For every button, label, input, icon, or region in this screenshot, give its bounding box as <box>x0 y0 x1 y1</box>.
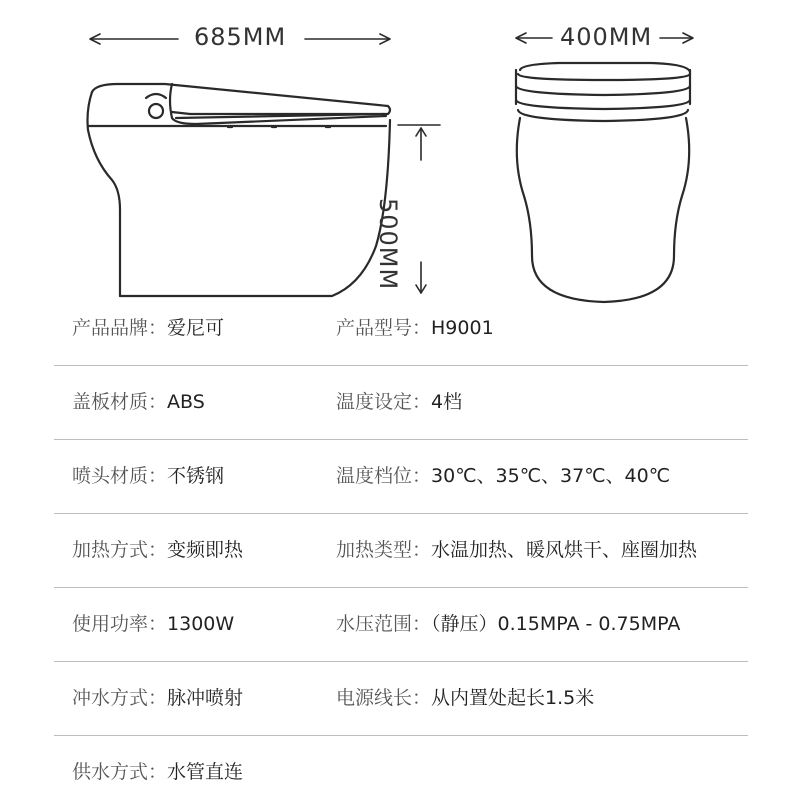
spec-cell-heating-method <box>72 536 243 564</box>
spec-label: 产品型号： <box>336 317 432 339</box>
height-label: 500MM <box>374 198 402 291</box>
spec-cell-power <box>72 610 234 638</box>
spec-value: 1300W <box>167 613 235 635</box>
toilet-front-view <box>516 63 690 302</box>
spec-row <box>54 440 748 514</box>
spec-cell-temperature-setting <box>336 388 462 416</box>
spec-label: 使用功率： <box>72 613 168 635</box>
spec-label: 盖板材质： <box>72 391 168 413</box>
spec-cell-water-pressure <box>336 610 680 638</box>
spec-value: 爱尼可 <box>167 317 225 339</box>
spec-value: 水温加热、暖风烘干、座圈加热 <box>431 539 698 561</box>
spec-cell-nozzle-material <box>72 462 224 490</box>
spec-table <box>54 292 748 809</box>
spec-label: 加热方式： <box>72 539 168 561</box>
spec-label: 水压范围： <box>336 613 432 635</box>
toilet-side-view <box>88 84 391 296</box>
spec-row <box>54 588 748 662</box>
width-label: 400MM <box>560 23 653 51</box>
spec-label: 冲水方式： <box>72 687 168 709</box>
spec-value: ABS <box>167 391 205 413</box>
spec-value: 不锈钢 <box>167 465 225 487</box>
spec-row <box>54 366 748 440</box>
spec-label: 产品品牌： <box>72 317 168 339</box>
spec-value: （静压）0.15MPA - 0.75MPA <box>431 613 681 635</box>
spec-row <box>54 514 748 588</box>
spec-cell-brand <box>72 314 224 342</box>
spec-value: 水管直连 <box>167 761 244 783</box>
spec-label: 加热类型： <box>336 539 432 561</box>
spec-value: 变频即热 <box>167 539 244 561</box>
spec-value: 4档 <box>431 391 463 413</box>
spec-cell-model <box>336 314 494 342</box>
spec-row <box>54 662 748 736</box>
spec-value: H9001 <box>431 317 494 339</box>
spec-value: 30℃、35℃、37℃、40℃ <box>431 465 671 487</box>
spec-label: 电源线长： <box>336 687 432 709</box>
spec-cell-temperature-levels <box>336 462 670 490</box>
spec-cell-lid-material <box>72 388 205 416</box>
spec-cell-water-supply <box>72 758 243 786</box>
spec-value: 从内置处起长1.5米 <box>431 687 595 709</box>
spec-label: 供水方式： <box>72 761 168 783</box>
spec-label: 温度设定： <box>336 391 432 413</box>
depth-label: 685MM <box>194 23 287 51</box>
spec-label: 喷头材质： <box>72 465 168 487</box>
spec-cell-heating-type <box>336 536 697 564</box>
spec-value: 脉冲喷射 <box>167 687 244 709</box>
spec-cell-power-cord-length <box>336 684 594 712</box>
spec-cell-flush-method <box>72 684 243 712</box>
spec-label: 温度档位： <box>336 465 432 487</box>
height-dimension-arrow <box>398 125 440 293</box>
spec-row <box>54 292 748 366</box>
spec-row <box>54 736 748 809</box>
